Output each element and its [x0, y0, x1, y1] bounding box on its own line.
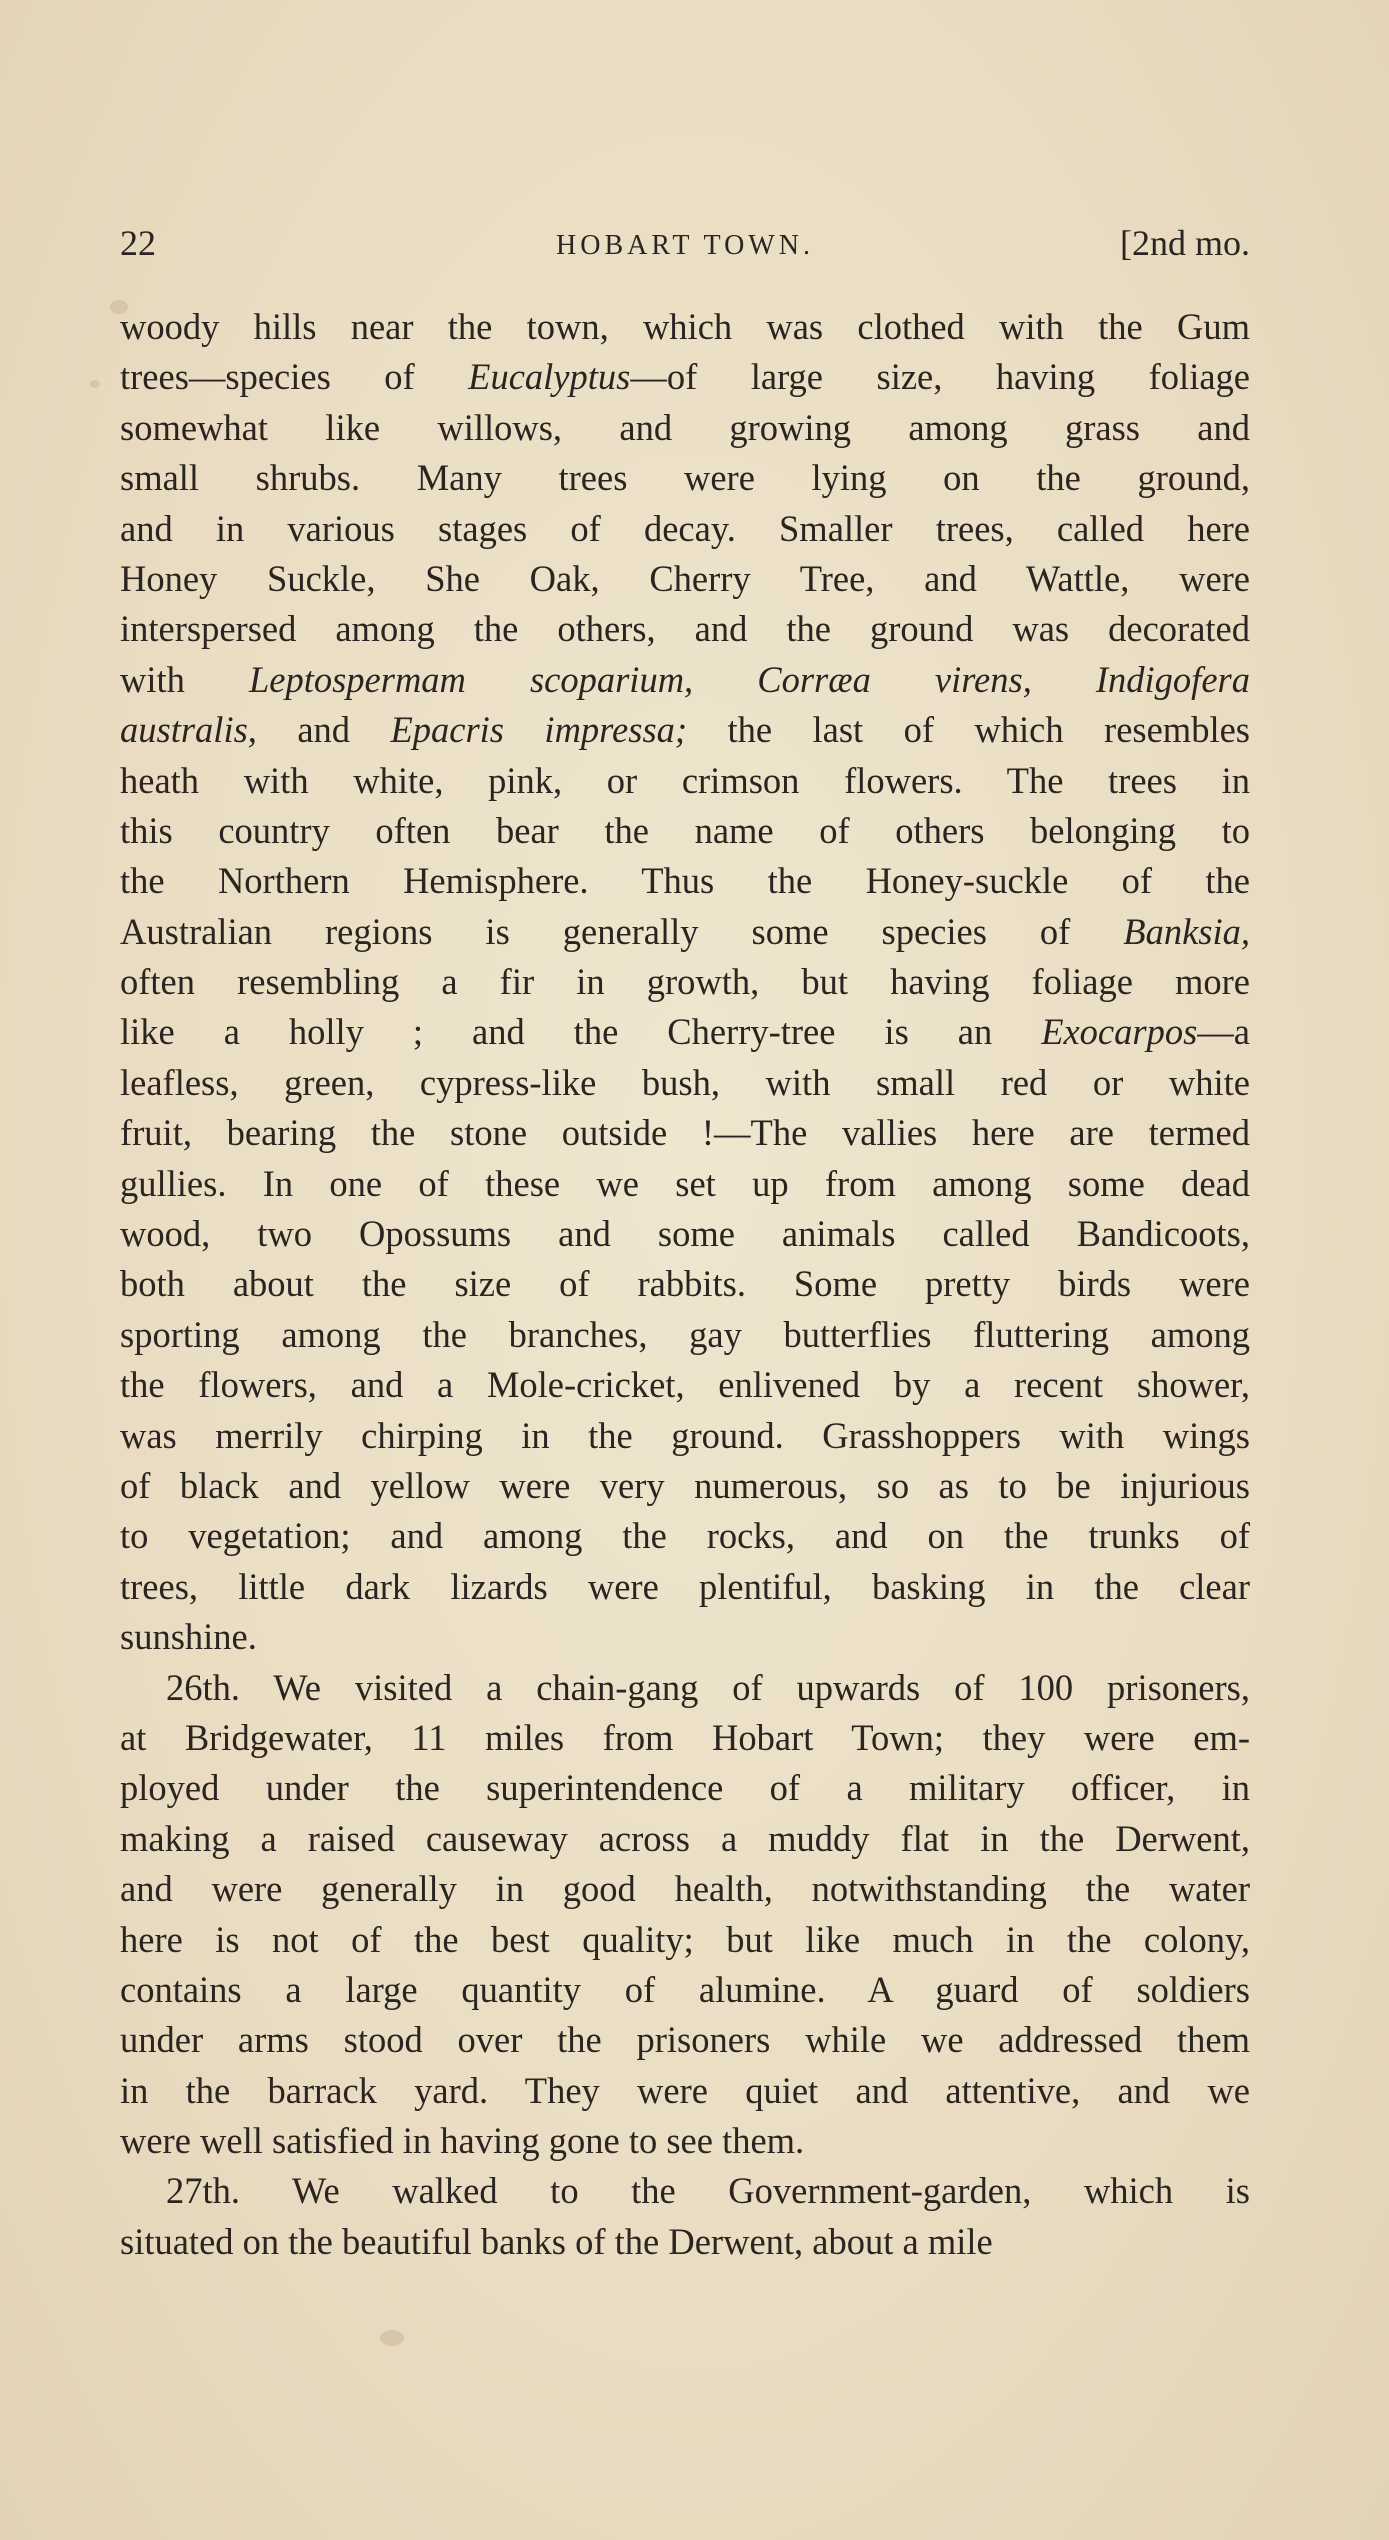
- text-segment: trees—species of: [120, 356, 469, 398]
- text-segment: small shrubs. Many trees were lying on the ground,: [120, 457, 1250, 499]
- text-line: [120, 907, 1250, 957]
- text-segment: leafless, green, cypress-like bush, with small red or white: [120, 1061, 1250, 1103]
- text-segment: interspersed among the others, and the ground was decorated: [120, 608, 1250, 650]
- italic-text: Banksia,: [1123, 910, 1250, 952]
- text-segment: here is not of the best quality; but like much in the colony,: [120, 1918, 1250, 1960]
- text-line: [120, 1965, 1250, 2015]
- text-line: [120, 1360, 1250, 1410]
- text-line: [120, 2066, 1250, 2116]
- text-line: [120, 1108, 1250, 1158]
- text-segment: both about the size of rabbits. Some pretty birds were: [120, 1263, 1250, 1305]
- text-segment: and: [256, 709, 391, 751]
- foxing-stain: [90, 380, 100, 388]
- text-segment: sunshine.: [120, 1616, 257, 1658]
- italic-text: Eucalyptus: [468, 356, 631, 398]
- text-segment: 26th. We visited a chain-gang of upwards of 100 prisoners,: [166, 1666, 1250, 1708]
- text-line: [120, 1763, 1250, 1813]
- text-segment: making a raised causeway across a muddy flat in the Derwent,: [120, 1817, 1250, 1859]
- text-segment: 27th. We walked to the Government-garden, which is: [166, 2170, 1250, 2212]
- text-segment: in the barrack yard. They were quiet and attentive, and we: [120, 2069, 1250, 2111]
- text-segment: under arms stood over the prisoners while we addressed them: [120, 2019, 1250, 2061]
- text-segment: —of large size, having foliage: [630, 356, 1250, 398]
- running-head: [120, 222, 1250, 272]
- italic-text: Epacris impressa;: [390, 709, 688, 751]
- text-segment: —a: [1197, 1011, 1250, 1053]
- body-text: [120, 302, 1250, 2267]
- text-line: [120, 1007, 1250, 1057]
- text-segment: sporting among the branches, gay butterflies fluttering among: [120, 1313, 1250, 1355]
- text-line: [120, 957, 1250, 1007]
- text-line: [120, 1814, 1250, 1864]
- text-line: [120, 1209, 1250, 1259]
- text-segment: of black and yellow were very numerous, so as to be injurious: [120, 1464, 1250, 1506]
- text-line: [120, 1663, 1250, 1713]
- text-segment: the Northern Hemisphere. Thus the Honey-suckle of the: [120, 860, 1250, 902]
- running-title: HOBART TOWN.: [556, 230, 814, 261]
- text-segment: the flowers, and a Mole-cricket, enlivened by a recent shower,: [120, 1364, 1250, 1406]
- text-segment: at Bridgewater, 11 miles from Hobart Town; they were em-: [120, 1716, 1250, 1758]
- text-segment: to vegetation; and among the rocks, and on the trunks of: [120, 1515, 1250, 1557]
- italic-text: Exocarpos: [1041, 1011, 1198, 1053]
- text-segment: heath with white, pink, or crimson flowers. The trees in: [120, 759, 1250, 801]
- text-line: [120, 554, 1250, 604]
- text-line: [120, 1310, 1250, 1360]
- text-segment: contains a large quantity of alumine. A guard of soldiers: [120, 1968, 1250, 2010]
- text-line: [120, 2015, 1250, 2065]
- text-line: [120, 352, 1250, 402]
- text-line: [120, 1411, 1250, 1461]
- text-line: [120, 705, 1250, 755]
- text-line: [120, 604, 1250, 654]
- text-line: [120, 655, 1250, 705]
- text-segment: and in various stages of decay. Smaller trees, called here: [120, 507, 1250, 549]
- text-segment: ployed under the superintendence of a military officer, in: [120, 1767, 1250, 1809]
- text-line: [120, 403, 1250, 453]
- text-segment: this country often bear the name of others belonging to: [120, 809, 1250, 851]
- text-segment: Honey Suckle, She Oak, Cherry Tree, and Wattle, were: [120, 557, 1250, 599]
- text-segment: were well satisfied in having gone to see them.: [120, 2120, 805, 2162]
- text-line: [120, 756, 1250, 806]
- text-line: [120, 302, 1250, 352]
- text-line: [120, 1864, 1250, 1914]
- text-line: [120, 453, 1250, 503]
- text-segment: wood, two Opossums and some animals called Bandicoots,: [120, 1213, 1250, 1255]
- text-segment: and were generally in good health, notwithstanding the water: [120, 1868, 1250, 1910]
- text-line: [120, 1259, 1250, 1309]
- text-line: [120, 1511, 1250, 1561]
- italic-text: Leptospermam scoparium, Corræa virens, Indigofera: [248, 658, 1250, 700]
- text-line: [120, 1562, 1250, 1612]
- text-segment: the last of which resembles: [687, 709, 1250, 751]
- text-line: [120, 2217, 1250, 2267]
- text-segment: often resembling a fir in growth, but having foliage more: [120, 961, 1250, 1003]
- text-segment: trees, little dark lizards were plentiful, basking in the clear: [120, 1565, 1250, 1607]
- text-line: [120, 504, 1250, 554]
- section-marker: [2nd mo.: [1120, 223, 1250, 263]
- text-segment: woody hills near the town, which was clothed with the Gum: [120, 306, 1250, 347]
- text-line: [120, 856, 1250, 906]
- foxing-stain: [380, 2330, 404, 2346]
- text-segment: like a holly ; and the Cherry-tree is an: [120, 1011, 1042, 1053]
- text-segment: somewhat like willows, and growing among grass and: [120, 406, 1250, 448]
- text-line: [120, 1058, 1250, 1108]
- text-line: [120, 1159, 1250, 1209]
- italic-text: australis,: [120, 709, 257, 751]
- text-segment: with: [120, 658, 249, 700]
- text-line: [120, 1915, 1250, 1965]
- text-segment: was merrily chirping in the ground. Grasshoppers with wings: [120, 1414, 1250, 1456]
- page-number: 22: [120, 223, 156, 263]
- text-line: [120, 806, 1250, 856]
- text-line: [120, 1461, 1250, 1511]
- text-line: [120, 1612, 1250, 1662]
- text-segment: Australian regions is generally some species of: [120, 910, 1124, 952]
- text-segment: situated on the beautiful banks of the Derwent, about a mile: [120, 2220, 993, 2262]
- text-line: [120, 1713, 1250, 1763]
- text-segment: gullies. In one of these we set up from among some dead: [120, 1162, 1250, 1204]
- text-segment: fruit, bearing the stone outside !—The vallies here are termed: [120, 1112, 1250, 1154]
- text-line: [120, 2166, 1250, 2216]
- text-line: [120, 2116, 1250, 2166]
